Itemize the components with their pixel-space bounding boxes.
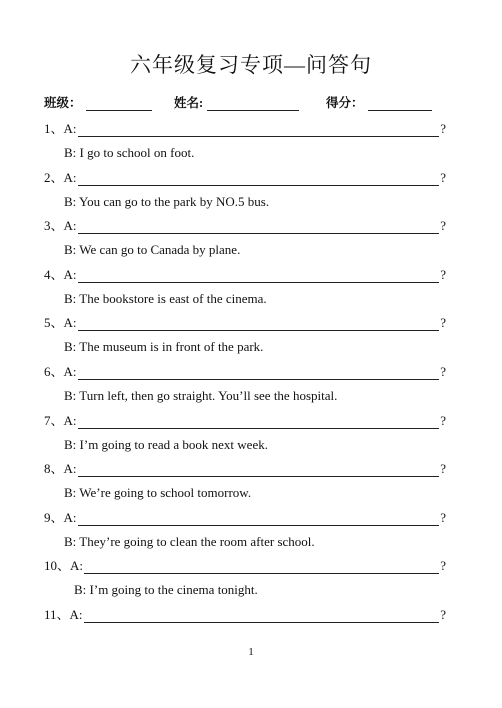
question-line [44, 314, 446, 331]
question-number: 10、A: [44, 558, 84, 574]
answer-blank[interactable] [78, 268, 440, 283]
question-mark: ? [440, 315, 446, 331]
question-item-5 [0, 312, 502, 361]
class-field [44, 93, 152, 111]
given-answer: B: Turn left, then go straight. You’ll see the hospital. [64, 387, 338, 403]
question-line [44, 460, 446, 477]
page-number: 1 [248, 646, 254, 658]
question-number: 2、A: [44, 169, 77, 185]
question-line [44, 606, 446, 623]
question-number: 3、A: [44, 218, 77, 234]
question-item-1 [0, 118, 502, 167]
question-mark: ? [440, 461, 446, 477]
question-mark: ? [440, 169, 446, 185]
question-line [44, 363, 446, 380]
question-line [44, 217, 446, 234]
answer-blank[interactable] [78, 365, 440, 380]
given-answer: B: The bookstore is east of the cinema. [64, 290, 267, 306]
question-line [44, 412, 446, 429]
question-mark: ? [440, 412, 446, 428]
given-answer: B: I’m going to read a book next week. [64, 436, 268, 452]
answer-blank[interactable] [84, 608, 440, 623]
name-field [174, 93, 299, 111]
answer-blank[interactable] [78, 316, 440, 331]
question-number: 1、A: [44, 121, 77, 136]
given-answer: B: We’re going to school tomorrow. [64, 485, 252, 501]
question-mark: ? [440, 558, 446, 574]
question-mark: ? [440, 509, 446, 525]
worksheet-title: 六年级复习专项—问答句 [130, 53, 372, 77]
question-mark: ? [440, 606, 446, 622]
question-number: 11、A: [44, 606, 83, 622]
question-number: 5、A: [44, 315, 77, 331]
score-label: 得分： [326, 96, 364, 110]
answer-blank[interactable] [84, 559, 439, 574]
question-mark: ? [440, 266, 446, 282]
question-number: 4、A: [44, 266, 77, 282]
question-line [44, 169, 446, 186]
name-label: 姓名: [174, 96, 204, 110]
answer-blank[interactable] [78, 462, 440, 477]
question-item-9 [0, 507, 502, 556]
given-answer: B: You can go to the park by NO.5 bus. [64, 193, 270, 209]
question-line [44, 120, 446, 137]
answer-blank[interactable] [78, 414, 440, 429]
question-item-4 [0, 264, 502, 313]
given-answer: B: I go to school on foot. [64, 145, 195, 160]
class-label: 班级： [44, 96, 82, 110]
question-mark: ? [440, 363, 446, 379]
question-item-8 [0, 458, 502, 507]
question-list [0, 118, 502, 653]
question-item-10 [0, 555, 502, 604]
given-answer: B: I’m going to the cinema tonight. [74, 582, 258, 598]
score-field [326, 93, 432, 111]
question-item-7 [0, 410, 502, 459]
question-number: 8、A: [44, 461, 77, 477]
question-number: 6、A: [44, 363, 77, 379]
question-line [44, 557, 446, 574]
score-blank[interactable] [368, 97, 432, 111]
question-item-6 [0, 361, 502, 410]
question-item-2 [0, 167, 502, 216]
answer-blank[interactable] [78, 511, 440, 526]
given-answer: B: We can go to Canada by plane. [64, 242, 241, 258]
question-item-3 [0, 215, 502, 264]
class-blank[interactable] [86, 97, 152, 111]
question-line [44, 509, 446, 526]
question-number: 9、A: [44, 509, 77, 525]
question-line [44, 266, 446, 283]
student-info-header [44, 93, 464, 109]
question-mark: ? [440, 218, 446, 234]
answer-blank[interactable] [78, 122, 440, 137]
question-mark: ? [440, 121, 446, 136]
question-number: 7、A: [44, 412, 77, 428]
name-blank[interactable] [207, 97, 299, 111]
given-answer: B: The museum is in front of the park. [64, 339, 264, 355]
given-answer: B: They’re going to clean the room after school. [64, 533, 315, 549]
answer-blank[interactable] [78, 171, 440, 186]
answer-blank[interactable] [78, 219, 440, 234]
